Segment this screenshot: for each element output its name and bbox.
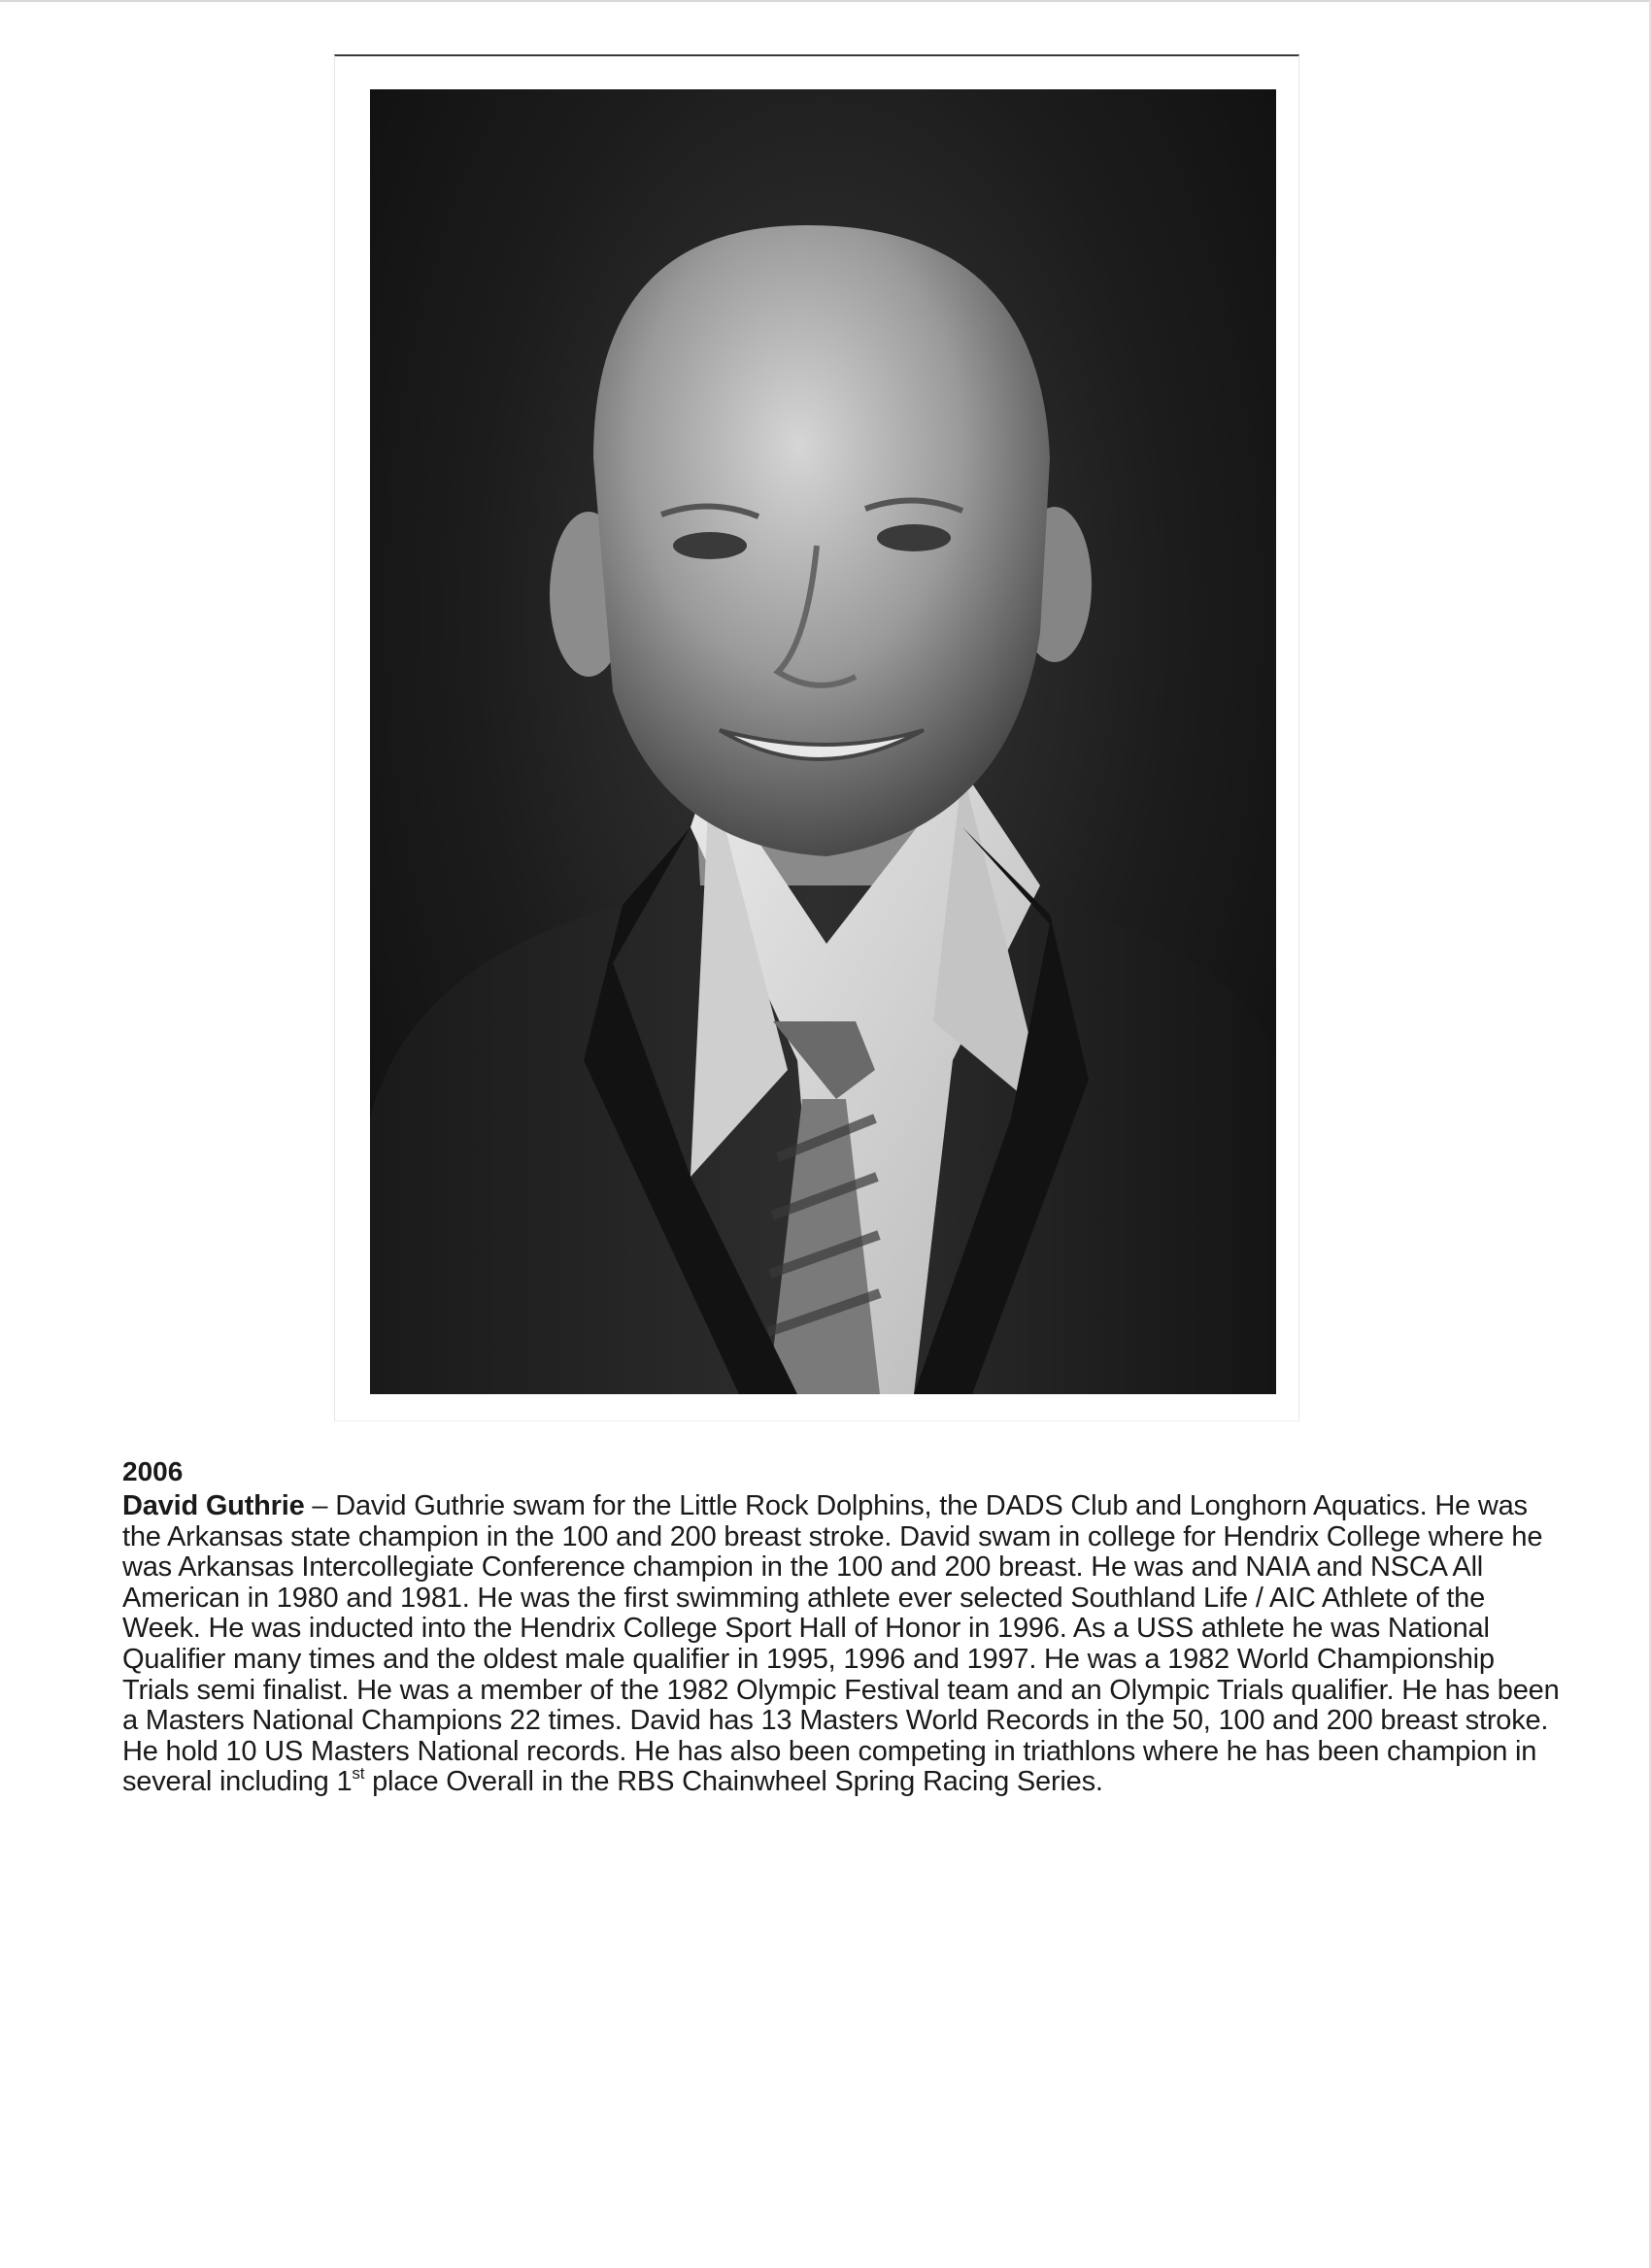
induction-year: 2006	[122, 1456, 184, 1486]
portrait-illustration	[370, 89, 1276, 1394]
scan-edge-top	[0, 0, 1651, 2]
portrait-photo	[370, 89, 1276, 1394]
bio-text: David Guthrie swam for the Little Rock Dolphins, the DADS Club and Longhorn Aquatics. He was the Arkansas state champion in the 100 and 200 breast stroke. David swam in college for Hendrix College where he was Arkansas Intercollegiate Conference champion in the 100 and 200 breast. He was and NAIA and NSCA All American in 1980 and 1981. He was the first swimming athlete ever selected Southland Life / AIC Athlete of the Week. He was inducted into the Hendrix College Sport Hall of Honor in 1996. As a USS athlete he was National Qualifier many times and the oldest male qualifier in 1995, 1996 and 1997. He was a 1982 World Championship Trials semi finalist. He was a member of the 1982 Olympic Festival team and an Olympic Trials qualifier. He has been a Masters National Champions 22 times. David has 13 Masters World Records in the 50, 100 and 200 breast stroke. He hold 10 US Masters National records. He has also been competing in triathlons where he has been champion in several including 1	[122, 1490, 1560, 1798]
biography-paragraph	[122, 1491, 1560, 1798]
bio-text-end: place Overall in the RBS Chainwheel Spring Racing Series.	[364, 1766, 1103, 1798]
caption	[122, 1456, 1560, 1798]
name-separator: –	[304, 1490, 336, 1521]
inductee-name: David Guthrie	[122, 1490, 305, 1521]
ordinal-suffix: st	[352, 1764, 365, 1784]
